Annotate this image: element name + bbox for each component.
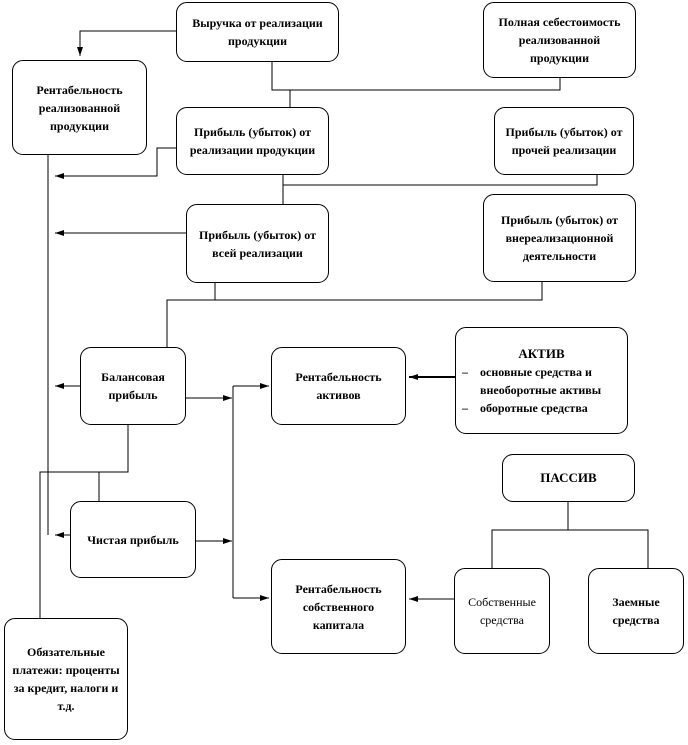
box-assets-profitability: [271, 347, 406, 425]
box-assets-profitability-label: Рентабельность активов: [295, 370, 382, 402]
box-own-funds-label: Собственные средства: [468, 595, 536, 627]
box-revenue: [176, 2, 339, 62]
line-to-balance-profit: [167, 300, 215, 347]
assets-item-current: – оборотные средства: [462, 399, 621, 417]
box-profit-sales: [176, 107, 329, 175]
box-net-profit-label: Чистая прибыль: [87, 532, 179, 547]
line-revenue-down: [272, 62, 290, 107]
box-balance-profit: [80, 347, 186, 425]
box-revenue-label: Выручка от реализации продукции: [192, 16, 323, 48]
box-equity-profitability-label: Рентабельность собственного капитала: [295, 581, 382, 632]
box-profit-nonsales: [483, 194, 636, 282]
box-mandatory-payments-label: Обязательные платежи: проценты за кредит, налоги и т.д.: [12, 645, 120, 713]
arrow-revenue-to-product-profitability: [80, 31, 176, 56]
line-liabilities-right: [568, 530, 648, 568]
box-profit-all-sales: [186, 204, 329, 283]
box-full-cost-label: Полная себестоимость реализованной продукции: [498, 15, 621, 65]
box-mandatory-payments: [4, 618, 128, 740]
box-profit-sales-label: Прибыль (убыток) от реализации продукции: [189, 125, 316, 157]
box-profit-nonsales-label: Прибыль (убыток) от внереализационной деятельности: [501, 213, 618, 263]
box-borrowed-funds-label: Заемные средства: [612, 595, 660, 627]
box-balance-profit-label: Балансовая прибыль: [101, 370, 165, 402]
line-profit-sales-down: [283, 175, 597, 185]
box-profitability-products: [12, 60, 147, 155]
box-full-cost: [483, 2, 636, 78]
box-profitability-products-label: Рентабельность реализованной продукции: [36, 82, 123, 133]
line-liabilities-down: [492, 502, 568, 568]
box-equity-profitability: [271, 559, 406, 654]
box-liabilities: [502, 454, 635, 502]
box-profit-all-sales-label: Прибыль (убыток) от всей реализации: [199, 227, 316, 260]
box-own-funds: [454, 568, 550, 654]
assets-item-fixed: – основные средства и внеоборотные активы: [462, 363, 621, 399]
box-assets: [455, 327, 628, 434]
line-all-sales-merge: [215, 282, 542, 300]
box-profit-other-label: Прибыль (убыток) от прочей реализации: [505, 125, 623, 157]
box-liabilities-label: ПАССИВ: [540, 470, 597, 485]
assets-title: АКТИВ: [518, 345, 565, 361]
box-net-profit: [70, 501, 196, 578]
box-borrowed-funds: [588, 568, 684, 654]
box-profit-other: [494, 107, 634, 175]
line-cost-down: [290, 78, 560, 90]
